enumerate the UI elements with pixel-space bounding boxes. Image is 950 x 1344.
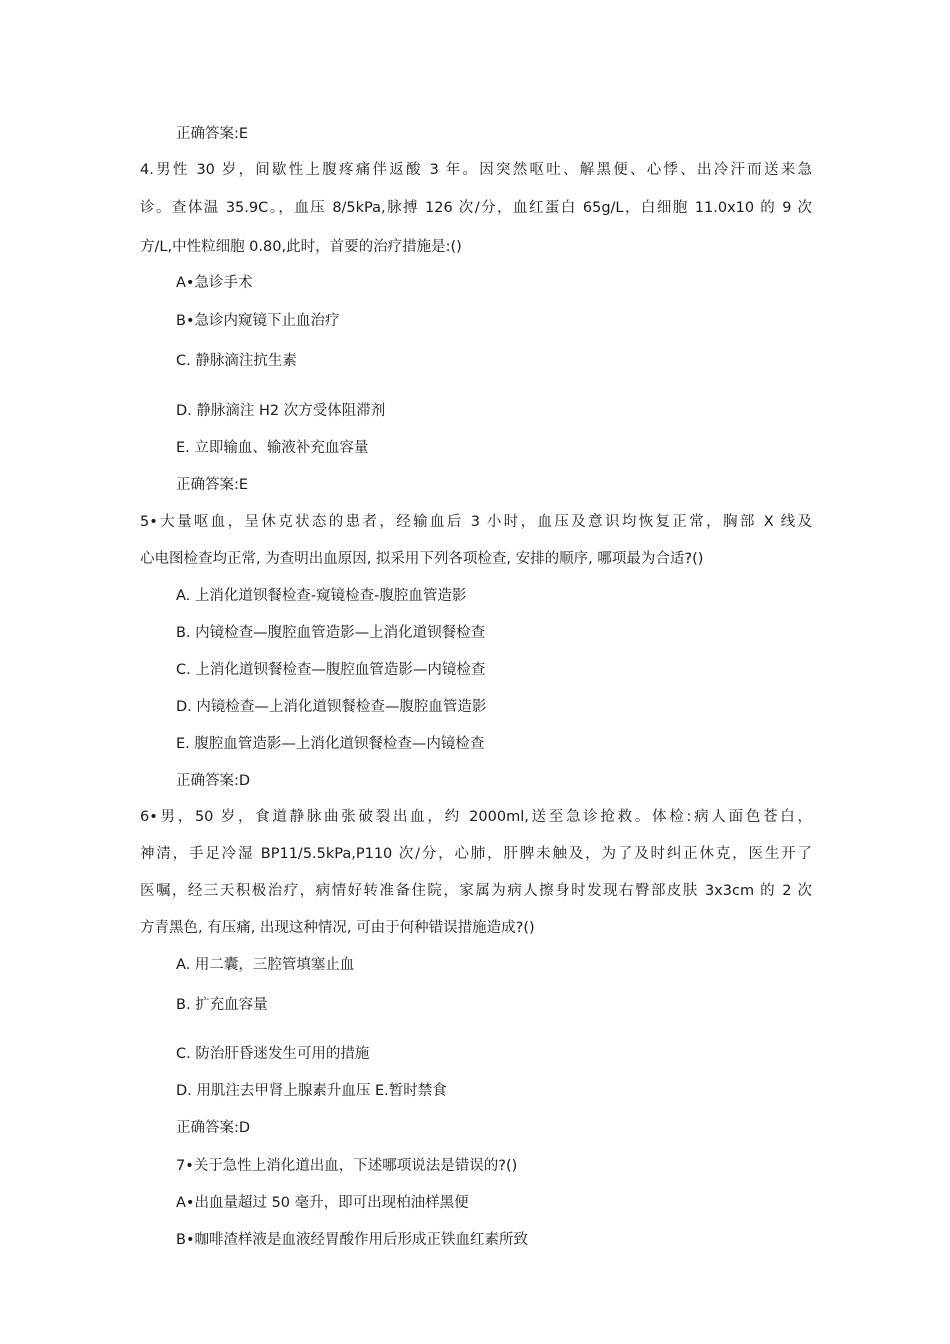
option-b: B. 扩充血容量 <box>176 997 268 1013</box>
question-4-text: 4.男性 30 岁，间歇性上腹疼痛伴返酸 3 年。因突然呕吐、解黑便、心悸、出冷汗而送来急 <box>140 162 812 178</box>
question-6-text: 方青黑色, 有压痛, 出现这种情况, 可由于何种错误措施造成?() <box>140 920 535 936</box>
option-c: C. 上消化道钡餐检查—腹腔血管造影—内镜检查 <box>176 662 486 678</box>
question-6-text: 医嘱，经三天积极治疗，病情好转准备住院，家属为病人擦身时发现右臀部皮肤 3x3cm 的 2 次 <box>140 883 812 899</box>
option-a: A. 上消化道钡餐检查-窥镜检查-腹腔血管造影 <box>176 588 467 604</box>
option-d: D. 静脉滴注 H2 次方受体阻滞剂 <box>176 403 386 419</box>
question-4-text: 诊。查体温 35.9C。，血压 8/5kPa,脉搏 126 次/分，血红蛋白 65g/L，白细胞 11.0x10 的 9 次 <box>140 200 812 216</box>
question-6-text: 神清，手足冷湿 BP11/5.5kPa,P110 次/分，心肺，肝脾未触及，为了及时纠正休克，医生开了 <box>140 846 812 862</box>
option-e: E. 立即输血、输液补充血容量 <box>176 440 369 456</box>
question-5-text: 心电图检查均正常, 为查明出血原因, 拟采用下列各项检查, 安排的顺序, 哪项最为合适?() <box>140 551 704 567</box>
option-a: A. 用二囊，三腔管填塞止血 <box>176 957 355 973</box>
question-4-text: 方/L,中性粒细胞 0.80,此时，首要的治疗措施是:() <box>140 239 462 255</box>
option-d: D. 内镜检查—上消化道钡餐检查—腹腔血管造影 <box>176 699 487 715</box>
answer-line: 正确答案:E <box>176 126 249 142</box>
answer-line: 正确答案:E <box>176 477 249 493</box>
option-b: B•急诊内窥镜下止血治疗 <box>176 313 340 329</box>
option-b: B. 内镜检查—腹腔血管造影—上消化道钡餐检查 <box>176 625 486 641</box>
answer-line: 正确答案:D <box>176 773 251 789</box>
option-a: A•出血量超过 50 毫升，即可出现柏油样黑便 <box>176 1195 469 1211</box>
answer-line: 正确答案:D <box>176 1120 251 1136</box>
option-d: D. 用肌注去甲肾上腺素升血压 E.暂时禁食 <box>176 1083 447 1099</box>
option-b: B•咖啡渣样液是血液经胃酸作用后形成正铁血红素所致 <box>176 1232 528 1248</box>
question-5-text: 5•大量呕血，呈休克状态的患者，经输血后 3 小时，血压及意识均恢复正常，胸部 X 线及 <box>140 514 812 530</box>
question-6-text: 6•男，50 岁，食道静脉曲张破裂出血，约 2000ml,送至急诊抢救。体检:病人面色苍白， <box>140 809 812 825</box>
option-e: E. 腹腔血管造影—上消化道钡餐检查—内镜检查 <box>176 736 485 752</box>
option-a: A•急诊手术 <box>176 275 253 291</box>
option-c: C. 静脉滴注抗生素 <box>176 353 297 369</box>
option-c: C. 防治肝昏迷发生可用的措施 <box>176 1046 370 1062</box>
question-7-text: 7•关于急性上消化道出血，下述哪项说法是错误的?() <box>176 1158 518 1174</box>
